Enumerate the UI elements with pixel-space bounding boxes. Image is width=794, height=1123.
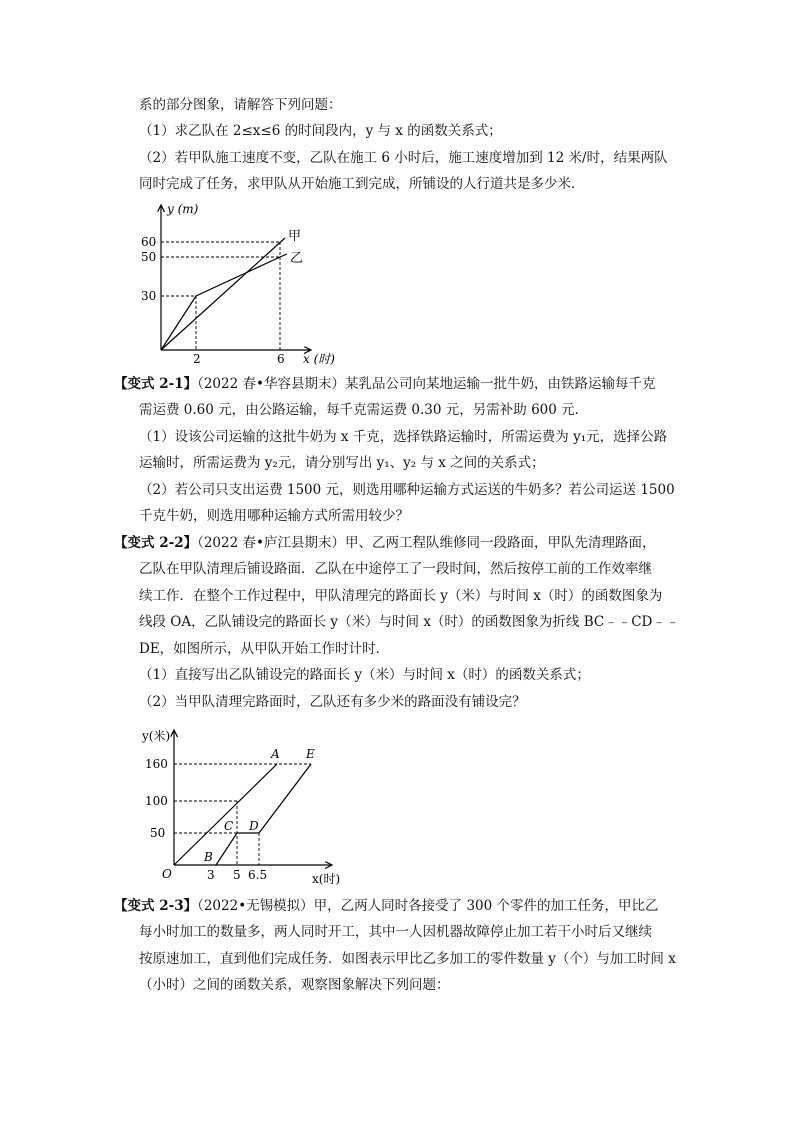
y-axis-label: y(米) <box>142 729 171 743</box>
point-b: B <box>204 850 213 864</box>
variant-source: （2022 春•庐江县期末） <box>197 535 345 551</box>
point-e: E <box>306 747 315 761</box>
point-c: C <box>224 819 234 833</box>
x-axis-label: x(时) <box>312 872 341 886</box>
question-2-cont: 同时完成了任务，求甲队从开始施工到完成，所铺设的人行道共是多少米． <box>139 176 585 192</box>
polyline-bcde <box>216 764 311 865</box>
variant-2-1-line-1 <box>114 374 655 394</box>
text-line: 需运费 0.60 元，由公路运输，每千克需运费 0.30 元，另需补助 600 元． <box>139 402 589 418</box>
variant-text: 某乳品公司向某地运输一批牛奶，由铁路运输每千克 <box>344 376 656 392</box>
y-tick-60: 60 <box>141 235 157 249</box>
variant-text: 甲，乙两人同时各接受了 300 个零件的加工任务，甲比乙 <box>313 898 659 914</box>
text-line: 运输时，所需运费为 y₂元，请分别写出 y₁、y₂ 与 x 之间的关系式； <box>139 455 545 471</box>
label-jia: 甲 <box>288 229 302 244</box>
variant-source: （2022•无锡模拟） <box>197 898 314 914</box>
text-line: DE，如图所示，从甲队开始工作时计时． <box>139 641 390 657</box>
text-line: （2）当甲队清理完路面时，乙队还有多少米的路面没有铺设完？ <box>139 694 526 710</box>
variant-tag: 【变式 2-3】 <box>114 898 198 914</box>
text-line: 按原速加工，直到他们完成任务．如图表示甲比乙多加工的零件数量 y（个）与加工时间 x <box>139 951 676 967</box>
text-line: 续工作．在整个工作过程中，甲队清理完的路面长 y（米）与时间 x（时）的函数图象为 <box>139 588 663 604</box>
text-line: 千克牛奶，则选用哪种运输方式所需用较少？ <box>139 508 409 524</box>
origin-label: O <box>162 867 172 881</box>
y-tick-50: 50 <box>150 826 166 840</box>
text-line: （2）若公司只支出运费 1500 元，则选用哪种运输方式运送的牛奶多？若公司运送 1500 <box>139 482 675 498</box>
graph-2 <box>140 726 365 891</box>
variant-2-3-line-1 <box>114 896 659 916</box>
variant-text: 甲、乙两工程队维修同一段路面，甲队先清理路面， <box>344 535 656 551</box>
x-tick-3: 3 <box>207 868 215 882</box>
text-line: 每小时加工的数量多，两人同时开工，其中一人因机器故障停止加工若干小时后又继续 <box>139 924 652 940</box>
series-jia-line <box>161 238 285 350</box>
variant-tag: 【变式 2-2】 <box>114 535 198 551</box>
y-axis-label: y (m) <box>167 202 199 216</box>
point-a: A <box>271 747 280 761</box>
variant-2-2-line-1 <box>114 533 655 553</box>
point-d: D <box>249 819 259 833</box>
series-yi-line <box>161 254 287 350</box>
y-tick-30: 30 <box>141 289 157 303</box>
text-line: （小时）之间的函数关系，观察图象解决下列问题： <box>139 977 450 993</box>
variant-tag: 【变式 2-1】 <box>114 376 198 392</box>
x-tick-2: 2 <box>193 352 201 366</box>
text-line: 系的部分图象，请解答下列问题： <box>139 97 342 113</box>
text-line: 乙队在甲队清理后铺设路面．乙队在中途停工了一段时间，然后按停工前的工作效率继 <box>139 561 652 577</box>
x-tick-6: 6 <box>277 352 285 366</box>
x-tick-6-5: 6.5 <box>248 868 268 882</box>
y-tick-50: 50 <box>141 250 157 264</box>
text-line: （1）设该公司运输的这批牛奶为 x 千克，选择铁路运输时，所需运费为 y₁元，选择公路 <box>139 429 668 445</box>
question-2: （2）若甲队施工速度不变，乙队在施工 6 小时后，施工速度增加到 12 米/时，结果两队 <box>139 150 668 166</box>
y-tick-160: 160 <box>145 757 168 771</box>
x-tick-5: 5 <box>233 868 241 882</box>
text-line: 线段 OA，乙队铺设完的路面长 y（米）与时间 x（时）的函数图象为折线 BC﹣﹣CD﹣﹣ <box>139 614 680 630</box>
variant-source: （2022 春•华容县期末） <box>197 376 345 392</box>
text-line: （1）直接写出乙队铺设完的路面长 y（米）与时间 x（时）的函数关系式； <box>139 667 590 683</box>
x-axis-label: x (时) <box>303 352 335 366</box>
graph-1 <box>135 195 350 370</box>
question-1: （1）求乙队在 2≤x≤6 的时间段内，y 与 x 的函数关系式； <box>139 123 502 139</box>
y-tick-100: 100 <box>145 794 168 808</box>
label-yi: 乙 <box>290 251 304 266</box>
